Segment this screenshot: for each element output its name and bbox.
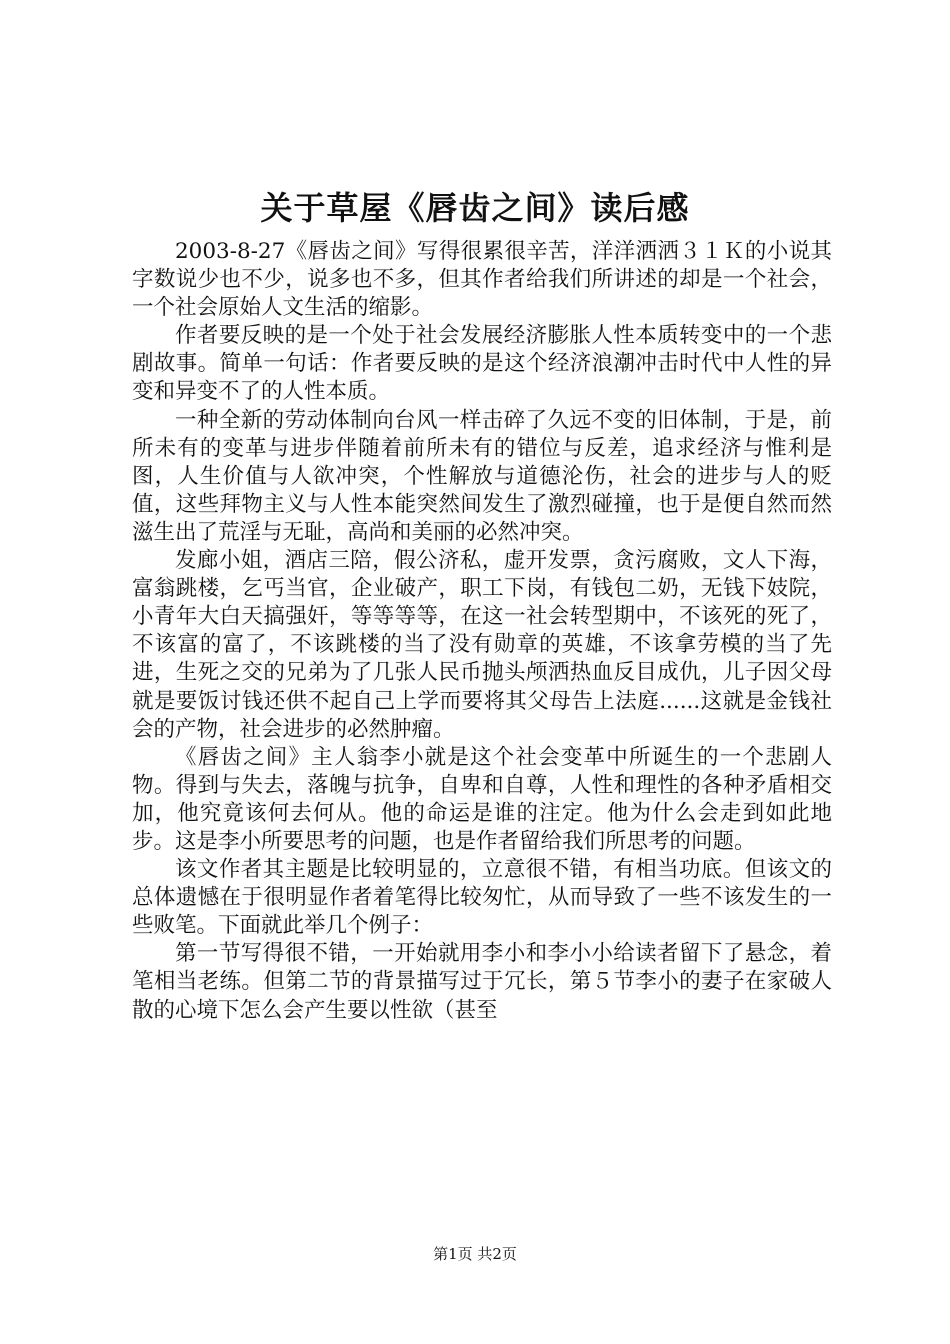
document-body [132,238,832,1025]
page-footer: 第1页 共2页 [433,1245,517,1263]
paragraph: 发廊小姐，酒店三陪，假公济私，虚开发票，贪污腐败，文人下海，富翁跳楼，乞丐当官，企业破产，职工下岗，有钱包二奶，无钱下妓院，小青年大白天搞强奸，等等等等，在这一社会转型期中，不该死的死了，不该富的富了，不该跳楼的当了没有勋章的英雄，不该拿劳模的当了先进，生死之交的兄弟为了几张人民币抛头颅洒热血反目成仇，儿子因父母就是要饭讨钱还供不起自己上学而要将其父母告上法庭......这就是金钱社会的产物，社会进步的必然肿瘤。 [132,548,832,742]
paragraph: 一种全新的劳动体制向台风一样击碎了久远不变的旧体制，于是，前所未有的变革与进步伴随着前所未有的错位与反差，追求经济与惟利是图，人生价值与人欲冲突，个性解放与道德沦伤，社会的进步与人的贬值，这些拜物主义与人性本能突然间发生了激烈碰撞，也于是便自然而然滋生出了荒淫与无耻，高尚和美丽的必然冲突。 [132,407,832,545]
document-title: 关于草屋《唇齿之间》读后感 [260,189,690,227]
paragraph: 作者要反映的是一个处于社会发展经济膨胀人性本质转变中的一个悲剧故事。简单一句话：作者要反映的是这个经济浪潮冲击时代中人性的异变和异变不了的人性本质。 [132,323,832,405]
paragraph: 该文作者其主题是比较明显的，立意很不错，有相当功底。但该文的总体遗憾在于很明显作者着笔得比较匆忙，从而导致了一些不该发生的一些败笔。下面就此举几个例子： [132,857,832,939]
paragraph: 第一节写得很不错，一开始就用李小和李小小给读者留下了悬念，着笔相当老练。但第二节的背景描写过于冗长，第５节李小的妻子在家破人散的心境下怎么会产生要以性欲（甚至 [132,941,832,1023]
paragraph: 《唇齿之间》主人翁李小就是这个社会变革中所诞生的一个悲剧人物。得到与失去，落魄与抗争，自卑和自尊，人性和理性的各种矛盾相交加，他究竟该何去何从。他的命运是谁的注定。他为什么会走到如此地步。这是李小所要思考的问题，也是作者留给我们所思考的问题。 [132,744,832,854]
paragraph: 2003-8-27《唇齿之间》写得很累很辛苦，洋洋洒洒３１Ｋ的小说其字数说少也不少，说多也不多，但其作者给我们所讲述的却是一个社会，一个社会原始人文生活的缩影。 [132,239,832,321]
